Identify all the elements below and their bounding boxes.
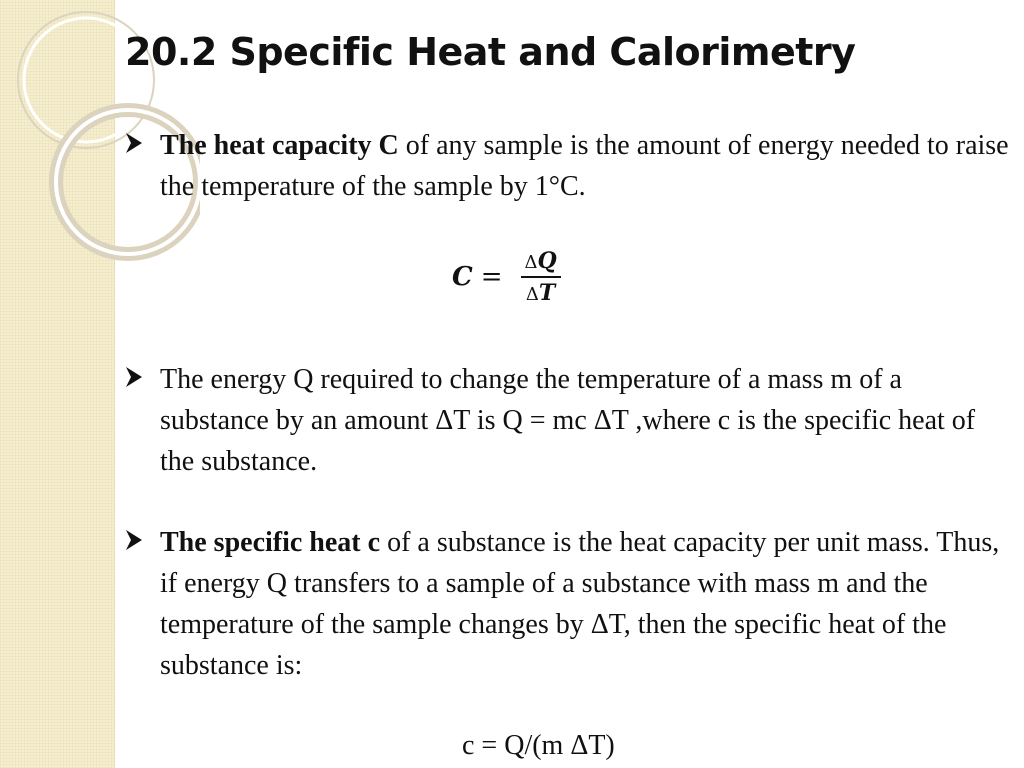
bullet-energy-q bbox=[122, 359, 1012, 482]
bullet-bold-term: The heat capacity C bbox=[160, 130, 399, 161]
formula-numerator bbox=[521, 248, 561, 276]
bullet-text: The energy Q required to change the temperature of a mass m of a substance by an amount ΔT is Q = mc ΔT ,where c is the specific heat of the substance. bbox=[160, 364, 976, 477]
specific-heat-formula: c = Q/(m ΔT) bbox=[462, 730, 615, 761]
bullet-heat-capacity bbox=[122, 125, 1012, 207]
formula-equals: = bbox=[480, 262, 503, 292]
formula-denominator bbox=[522, 278, 559, 306]
bullet-text bbox=[160, 125, 1012, 207]
arrowhead-bullet-icon bbox=[122, 125, 160, 160]
heat-capacity-formula bbox=[452, 248, 561, 306]
arrowhead-bullet-icon bbox=[122, 522, 160, 557]
denominator-delta: Δ bbox=[525, 284, 539, 305]
formula-fraction bbox=[521, 248, 561, 306]
numerator-var: Q bbox=[537, 248, 557, 274]
bullet-body: of any sample is the amount of energy needed to raise the temperature of the sample by 1°C. bbox=[160, 130, 1009, 202]
bullet-bold-term: The specific heat c bbox=[160, 527, 381, 558]
bullet-body: of a substance is the heat capacity per unit mass. Thus, if energy Q transfers to a sample of a substance with mass m and the temperature of the sample changes by ΔT, then the specific heat of the substance is: bbox=[160, 527, 1000, 681]
formula-lhs: C bbox=[452, 262, 473, 292]
denominator-var: T bbox=[538, 280, 556, 306]
bullet-text bbox=[160, 522, 1012, 686]
arrowhead-bullet-icon bbox=[122, 359, 160, 394]
slide-title: 20.2 Specific Heat and Calorimetry bbox=[125, 30, 856, 74]
bullet-specific-heat bbox=[122, 522, 1012, 686]
numerator-delta: Δ bbox=[524, 252, 538, 273]
